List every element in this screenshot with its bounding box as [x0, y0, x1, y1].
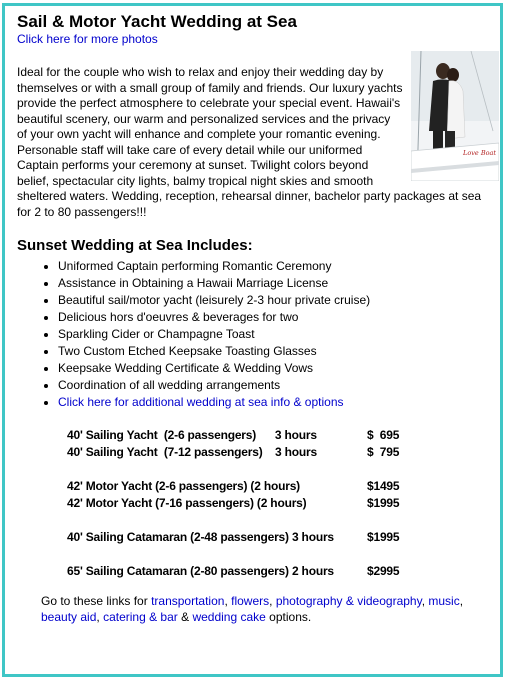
price-row — [67, 529, 497, 546]
list-item: • Delicious hors d'oeuvres & beverages for two — [58, 309, 497, 326]
list-item: • Sparkling Cider or Champagne Toast — [58, 326, 497, 343]
content-frame — [2, 3, 503, 677]
price-desc: 40' Sailing Yacht (7-12 passengers) 3 hours — [67, 445, 318, 459]
intro-paragraph: Ideal for the couple who wish to relax and enjoy their wedding day by themselves or with a small group of family and friends. Our luxury yachts provide the perfect atmosphere to celebrate your special event. Hawaii's beautiful scenery, our warm and personalized services and the privacy of your own yacht will enhance and complete your romantic evening. Personable staff will take care of every detail while our uniformed Captain performs your ceremony at sunset. Twilight colors beyond belief, spectacular city lights, balmy tropical night skies and smooth sheltered waters. Wedding, reception, rehearsal dinner, bachelor party packages at sea for 2 to 80 passengers!!! — [17, 65, 482, 219]
intro-section — [17, 65, 497, 220]
page-title: Sail & Motor Yacht Wedding at Sea — [17, 12, 297, 31]
music-link[interactable]: music — [428, 594, 460, 608]
price-desc: 42' Motor Yacht (7-16 passengers) (2 hours) — [67, 496, 307, 510]
list-item: • Coordination of all wedding arrangements — [58, 377, 497, 394]
price-row — [67, 563, 497, 580]
list-item: • Two Custom Etched Keepsake Toasting Glasses — [58, 343, 497, 360]
price-desc: 42' Motor Yacht (2-6 passengers) (2 hours) — [67, 479, 300, 493]
more-info-link[interactable]: Click here for additional wedding at sea info & options — [58, 395, 344, 409]
price-desc: 40' Sailing Yacht (2-6 passengers) 3 hours — [67, 428, 317, 442]
price-desc: 40' Sailing Catamaran (2-48 passengers) 3 hours — [67, 530, 334, 544]
footer-text: options. — [265, 610, 312, 624]
list-item: • Beautiful sail/motor yacht (leisurely 2-3 hour private cruise) — [58, 292, 497, 309]
separator: & — [177, 610, 193, 624]
list-item: • Assistance in Obtaining a Hawaii Marriage License — [58, 275, 497, 292]
wedding-cake-link[interactable]: wedding cake — [192, 610, 266, 624]
photography-link[interactable]: photography & videography — [275, 594, 422, 608]
separator: , — [421, 594, 429, 608]
separator: , — [459, 594, 464, 608]
transportation-link[interactable]: transportation — [151, 594, 225, 608]
price-value: $1995 — [367, 530, 400, 544]
price-list — [67, 427, 497, 580]
catering-link[interactable]: catering & bar — [103, 610, 178, 624]
main-content — [17, 12, 497, 625]
boat-name-text: Love Boat — [463, 149, 496, 157]
more-photos-link[interactable]: Click here for more photos — [17, 32, 158, 46]
price-row — [67, 478, 497, 495]
list-item-link — [58, 394, 497, 411]
includes-heading: Sunset Wedding at Sea Includes: — [17, 237, 253, 254]
price-row — [67, 427, 497, 444]
separator: , — [269, 594, 276, 608]
separator: , — [224, 594, 232, 608]
separator: , — [96, 610, 104, 624]
flowers-link[interactable]: flowers — [231, 594, 270, 608]
beauty-aid-link[interactable]: beauty aid — [41, 610, 97, 624]
price-value: $ 695 — [367, 428, 400, 442]
list-item: • Keepsake Wedding Certificate & Wedding Vows — [58, 360, 497, 377]
price-value: $2995 — [367, 564, 400, 578]
price-value: $1495 — [367, 479, 400, 493]
list-item: • Uniformed Captain performing Romantic Ceremony — [58, 258, 497, 275]
footer-text: Go to these links for — [41, 594, 152, 608]
footer-links — [41, 593, 481, 625]
price-value: $ 795 — [367, 445, 400, 459]
couple-on-yacht-photo — [411, 51, 499, 181]
price-desc: 65' Sailing Catamaran (2-80 passengers) 2 hours — [67, 564, 334, 578]
price-row — [67, 444, 497, 461]
includes-list — [17, 258, 497, 411]
price-row — [67, 495, 497, 512]
price-value: $1995 — [367, 496, 400, 510]
